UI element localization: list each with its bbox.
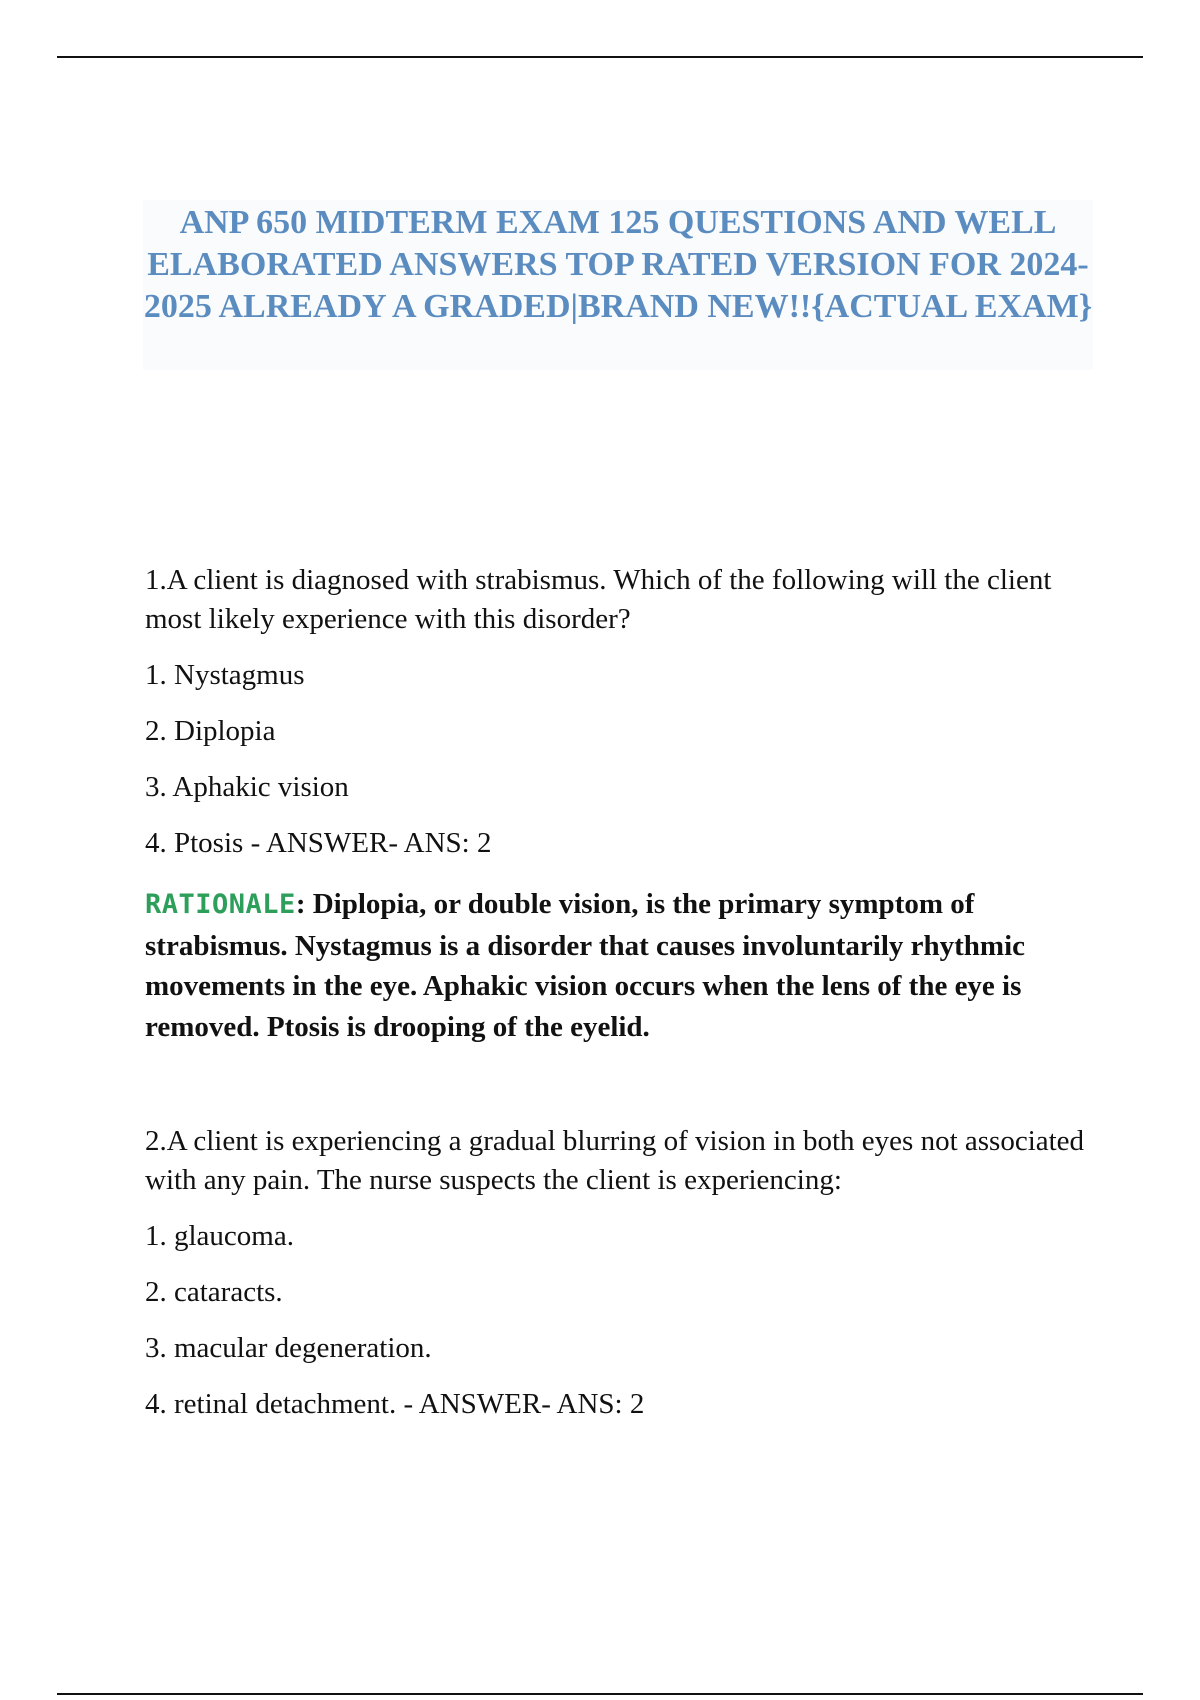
answer-option: 3. macular degeneration. bbox=[145, 1332, 432, 1364]
question-stem: 2.A client is experiencing a gradual blurring of vision in both eyes not associated with any pain. The nurse suspects the client is experiencing: bbox=[145, 1125, 1085, 1196]
answer-option-with-key: 4. Ptosis - ANSWER- ANS: 2 bbox=[145, 827, 492, 859]
title-banner bbox=[143, 200, 1093, 370]
rationale-label: RATIONALE bbox=[145, 889, 296, 920]
question-1 bbox=[145, 561, 1105, 1047]
question-2 bbox=[145, 1122, 1105, 1424]
answer-option: 3. Aphakic vision bbox=[145, 771, 349, 803]
rationale-text: : Diplopia, or double vision, is the primary symptom of strabismus. Nystagmus is a disorder that causes involuntarily rhythmic movements in the eye. Aphakic vision occurs when the lens of the eye is removed. Ptosis is drooping of the eyelid. bbox=[145, 888, 1025, 1043]
bottom-rule bbox=[57, 1693, 1143, 1695]
answer-option: 1. Nystagmus bbox=[145, 659, 305, 691]
answer-option: 2. Diplopia bbox=[145, 715, 276, 747]
document-title: ANP 650 MIDTERM EXAM 125 QUESTIONS AND WELL ELABORATED ANSWERS TOP RATED VERSION FOR 2024-2025 ALREADY A GRADED|BRAND NEW!!{ACTUAL EXAM} bbox=[143, 204, 1093, 325]
rationale bbox=[145, 884, 1105, 1047]
answer-option: 1. glaucoma. bbox=[145, 1220, 294, 1252]
question-stem: 1.A client is diagnosed with strabismus. Which of the following will the client most likely experience with this disorder? bbox=[145, 564, 1052, 635]
answer-option-with-key: 4. retinal detachment. - ANSWER- ANS: 2 bbox=[145, 1388, 645, 1420]
top-rule bbox=[57, 56, 1143, 58]
answer-option: 2. cataracts. bbox=[145, 1276, 283, 1308]
